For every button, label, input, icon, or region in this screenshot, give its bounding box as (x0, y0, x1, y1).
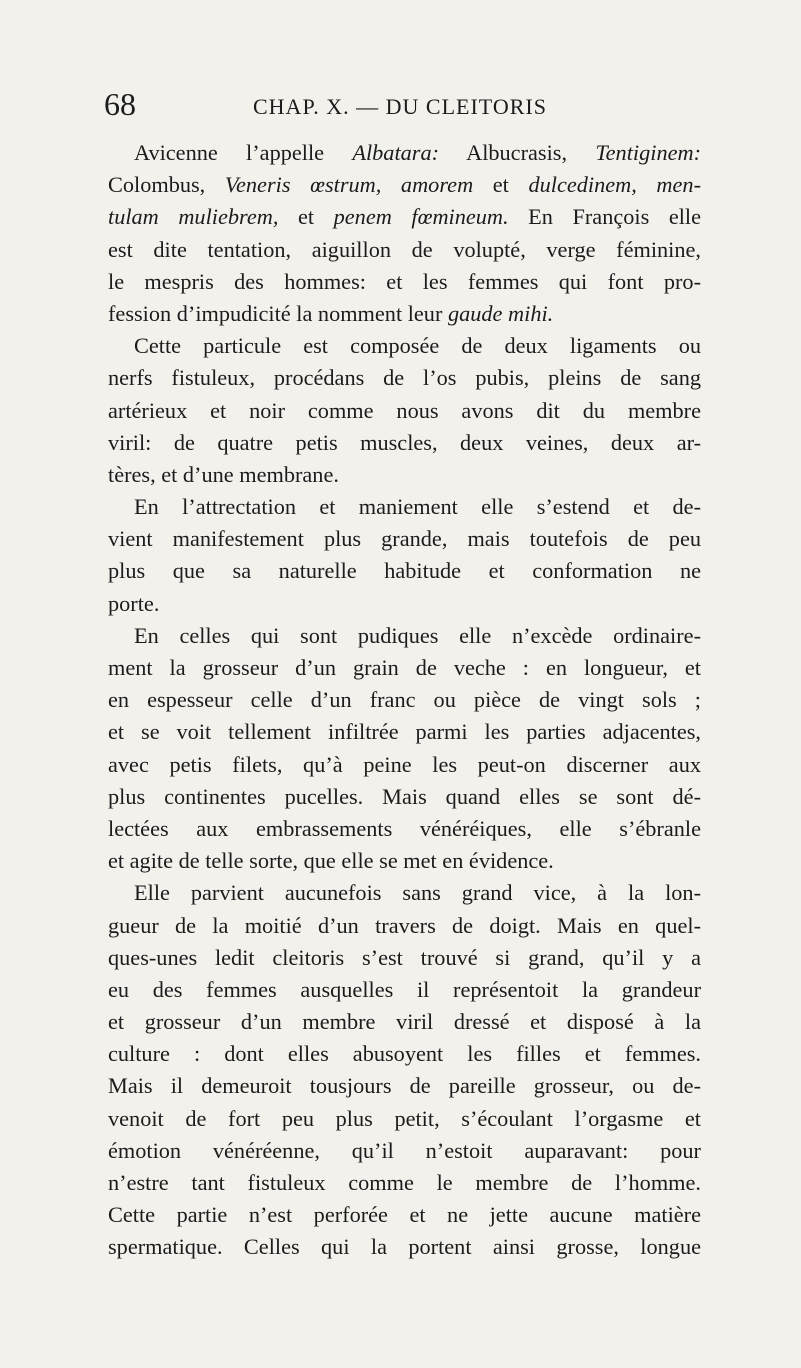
body-text (108, 137, 701, 1264)
text-line: Colombus, Veneris œstrum, amorem et dulcedinem, men- (108, 172, 702, 198)
text-line: Cette partie n’est perforée et ne jette aucune matière (108, 1202, 701, 1228)
text-line: En celles qui sont pudiques elle n’excède ordinaire- (134, 622, 701, 648)
text-line: n’estre tant fistuleux comme le membre de l’homme. (108, 1170, 701, 1195)
text-line: avec petis filets, qu’à peine les peut-on discerner aux (108, 751, 701, 777)
text-line: tères, et d’une membrane. (108, 461, 339, 487)
text-line: Avicenne l’appelle Albatara: Albucrasis, Tentiginem: (134, 140, 702, 165)
text-line: en espesseur celle d’un franc ou pièce de vingt sols ; (108, 687, 701, 713)
text-line: culture : dont elles abusoyent les filles et femmes. (108, 1041, 701, 1067)
page-number: 68 (104, 86, 136, 122)
page-header (104, 88, 704, 128)
text-line: En l’attrectation et maniement elle s’estend et de- (134, 494, 701, 520)
text-line: et agite de telle sorte, que elle se met en évidence. (108, 848, 554, 874)
text-line: porte. (108, 590, 160, 616)
text-line: fession d’impudicité la nomment leur gaude mihi. (108, 300, 554, 326)
text-line: plus continentes pucelles. Mais quand elles se sont dé- (108, 783, 701, 809)
text-line: nerfs fistuleux, procédans de l’os pubis, pleins de sang (108, 365, 701, 391)
text-line: spermatique. Celles qui la portent ainsi grosse, longue (108, 1234, 701, 1260)
text-line: viril: de quatre petis muscles, deux veines, deux ar- (108, 429, 701, 455)
text-line: venoit de fort peu plus petit, s’écoulant l’orgasme et (108, 1105, 701, 1131)
text-line: Cette particule est composée de deux ligaments ou (134, 333, 701, 359)
text-line: et se voit tellement infiltrée parmi les parties adjacentes, (108, 719, 701, 745)
text-line: et grosseur d’un membre viril dressé et disposé à la (108, 1009, 701, 1035)
text-line: tulam muliebrem, et penem fœmineum. En François elle (108, 204, 701, 230)
text-line: le mespris des hommes: et les femmes qui font pro- (108, 268, 701, 294)
text-line: Elle parvient aucunefois sans grand vice, à la lon- (134, 880, 701, 906)
text-line: plus que sa naturelle habitude et conformation ne (108, 558, 701, 584)
text-line: est dite tentation, aiguillon de volupté, verge féminine, (108, 236, 701, 262)
text-line: eu des femmes ausquelles il représentoit la grandeur (108, 976, 701, 1002)
text-line: vient manifestement plus grande, mais toutefois de peu (108, 526, 701, 552)
text-line: Mais il demeuroit tousjours de pareille grosseur, ou de- (108, 1073, 701, 1099)
text-line: gueur de la moitié d’un travers de doigt. Mais en quel- (108, 912, 701, 938)
running-head: CHAP. X. — DU CLEITORIS (253, 94, 547, 119)
text-line: lectées aux embrassements vénéréiques, elle s’ébranle (108, 815, 701, 841)
text-line: artérieux et noir comme nous avons dit du membre (108, 397, 701, 423)
text-line: émotion vénéréenne, qu’il n’estoit auparavant: pour (108, 1137, 701, 1163)
text-line: ques-unes ledit cleitoris s’est trouvé si grand, qu’il y a (108, 944, 701, 970)
text-line: ment la grosseur d’un grain de veche : en longueur, et (108, 655, 701, 680)
